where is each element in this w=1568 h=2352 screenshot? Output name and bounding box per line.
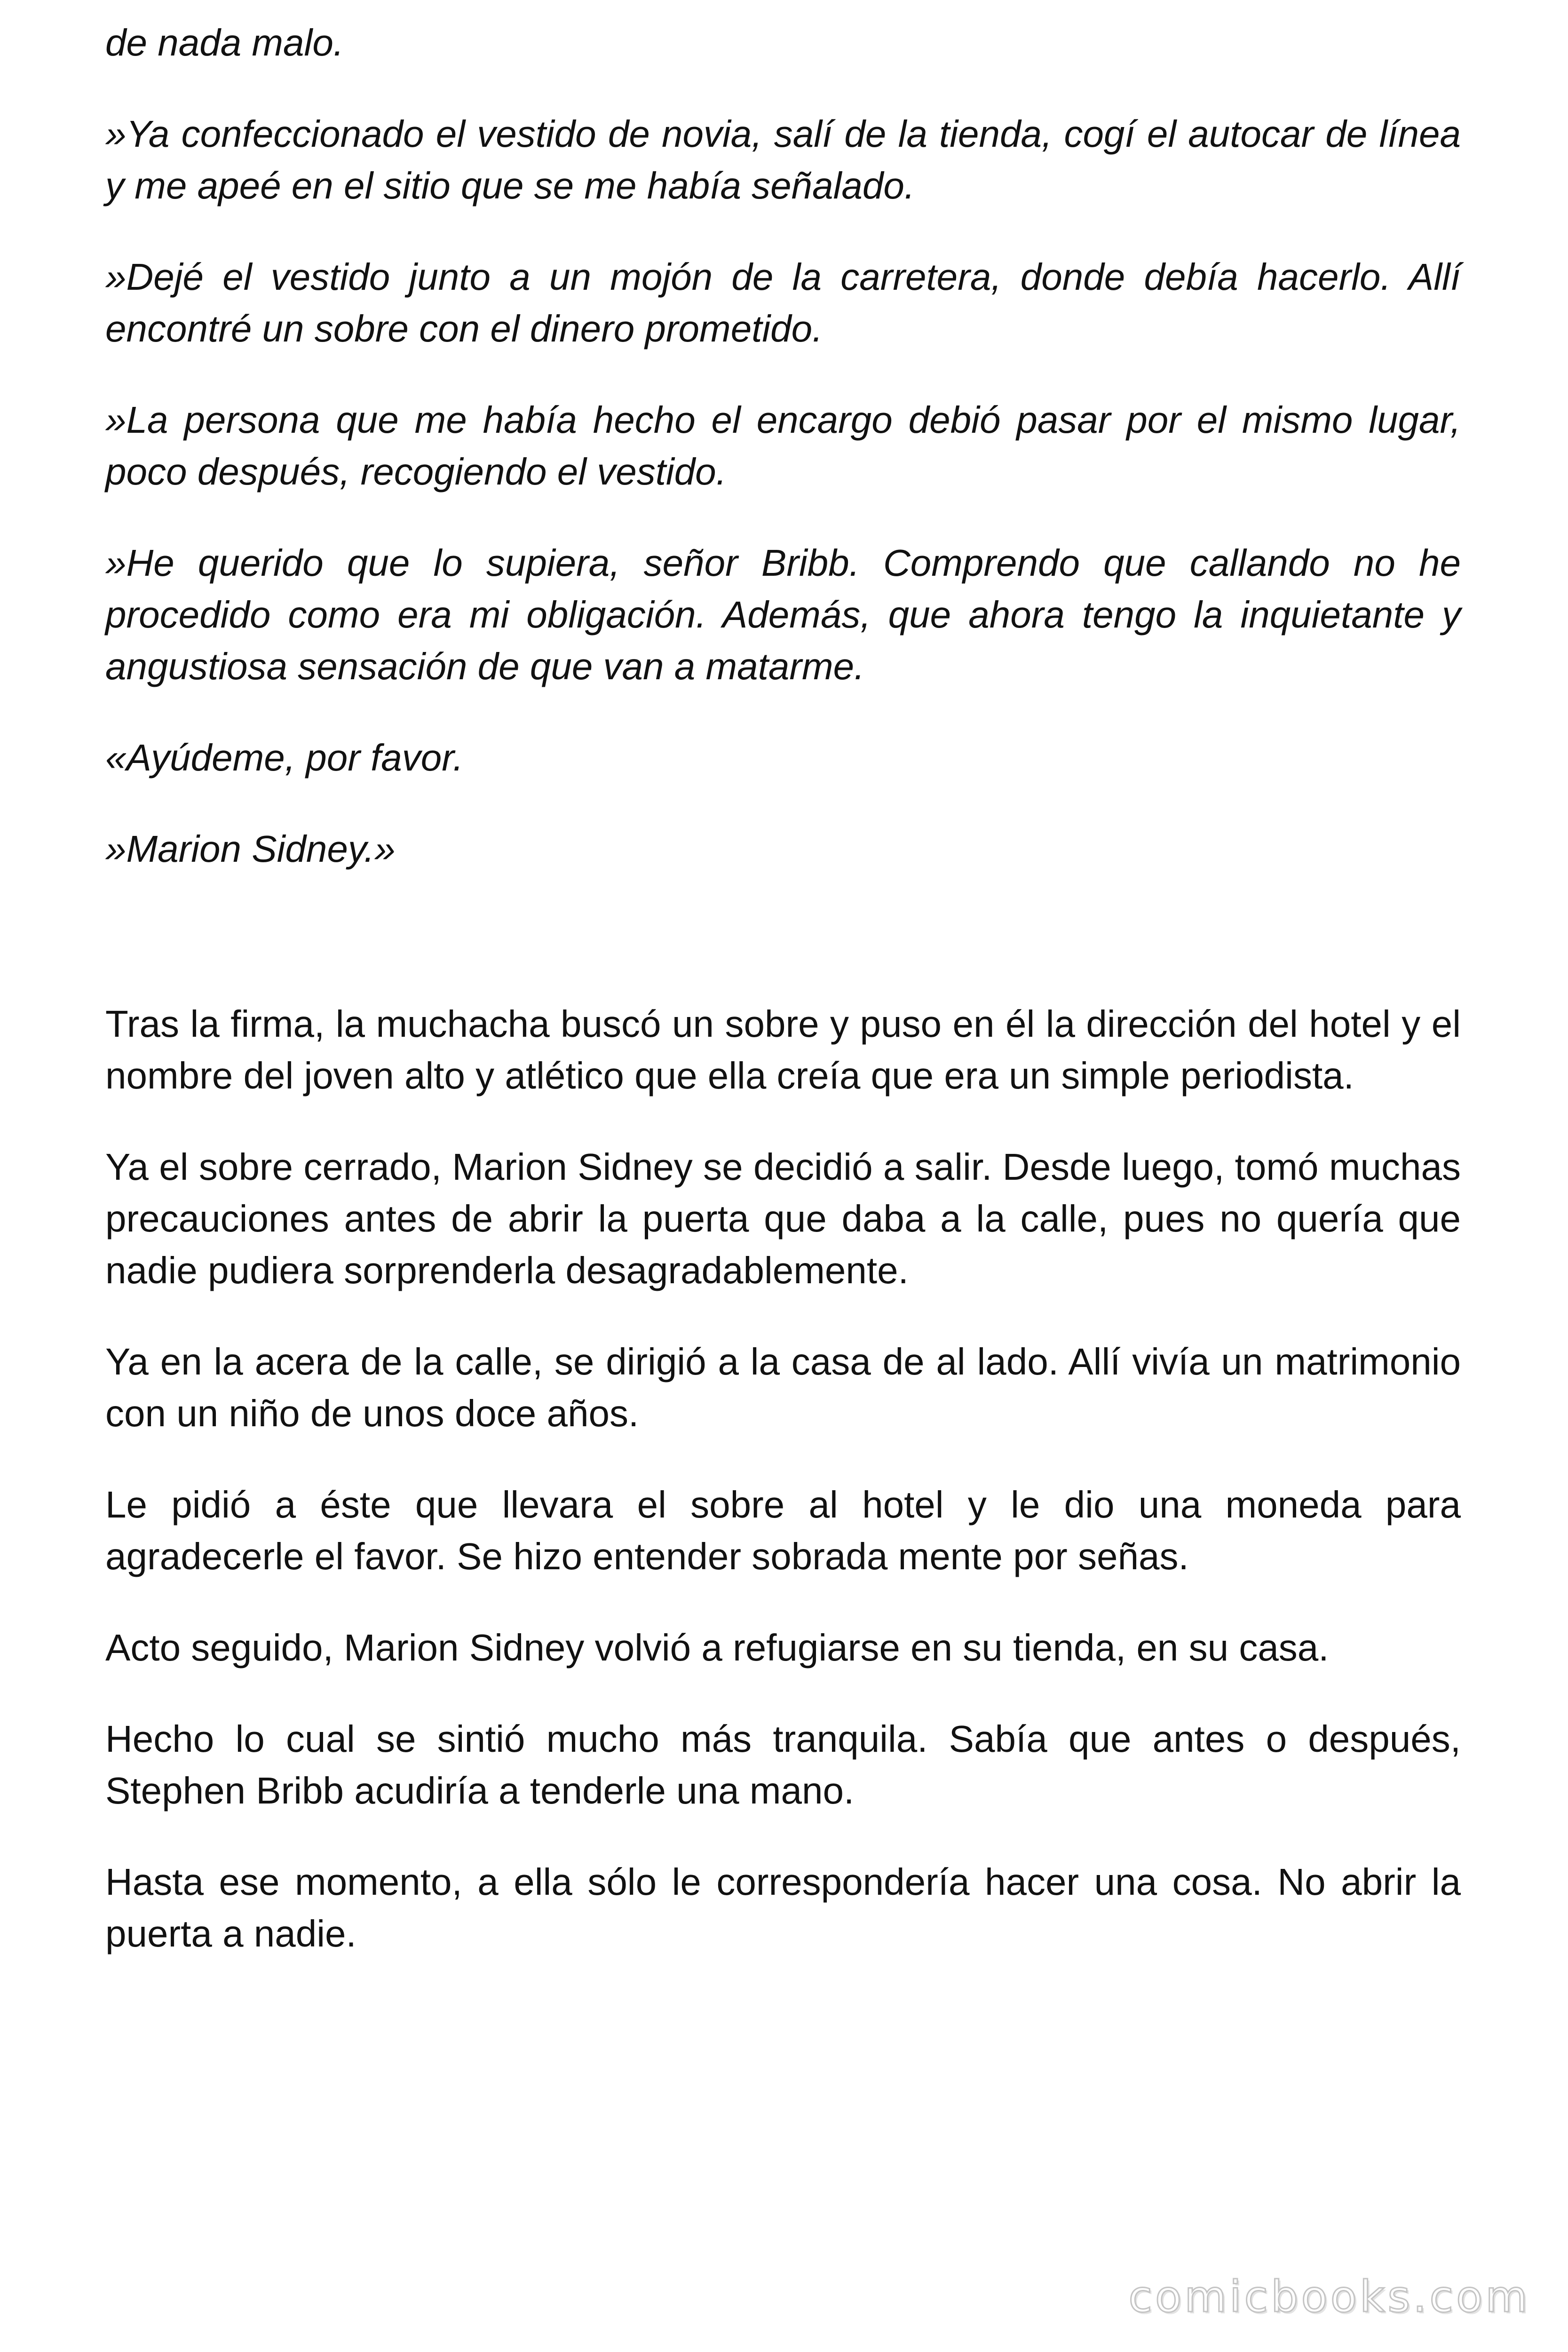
letter-paragraph: »He querido que lo supiera, señor Bribb. Comprendo que callando no he procedido como era mi obligación. Además, que ahora tengo la inquietante y angustiosa sensación de que van a matarme. <box>105 542 1461 687</box>
letter-paragraph: »Ya confeccionado el vestido de novia, salí de la tienda, cogí el autocar de línea y me apeé en el sitio que se me había señalado. <box>105 113 1461 207</box>
letter-paragraph: de nada malo. <box>105 22 344 64</box>
letter-signature: »Marion Sidney.» <box>105 828 396 870</box>
narrative-text-block <box>105 998 1461 1960</box>
narrative-paragraph: Le pidió a éste que llevara el sobre al hotel y le dio una moneda para agradecerle el favor. Se hizo entender sobrada mente por señas. <box>105 1484 1461 1577</box>
narrative-paragraph: Hasta ese momento, a ella sólo le correspondería hacer una cosa. No abrir la puerta a nadie. <box>105 1861 1461 1955</box>
narrative-paragraph: Ya en la acera de la calle, se dirigió a la casa de al lado. Allí vivía un matrimonio con un niño de unos doce años. <box>105 1341 1461 1434</box>
letter-text-block <box>105 17 1461 875</box>
narrative-paragraph: Tras la firma, la muchacha buscó un sobre y puso en él la dirección del hotel y el nombre del joven alto y atlético que ella creía que era un simple periodista. <box>105 1003 1461 1097</box>
letter-paragraph: «Ayúdeme, por favor. <box>105 737 464 779</box>
letter-paragraph: »Dejé el vestido junto a un mojón de la carretera, donde debía hacerlo. Allí encontré un sobre con el dinero prometido. <box>105 256 1461 350</box>
watermark: comicbooks.com <box>1128 2272 1530 2322</box>
letter-paragraph: »La persona que me había hecho el encargo debió pasar por el mismo lugar, poco después, recogiendo el vestido. <box>105 399 1461 493</box>
narrative-paragraph: Hecho lo cual se sintió mucho más tranquila. Sabía que antes o después, Stephen Bribb acudiría a tenderle una mano. <box>105 1718 1461 1812</box>
narrative-paragraph: Acto seguido, Marion Sidney volvió a refugiarse en su tienda, en su casa. <box>105 1627 1329 1669</box>
narrative-paragraph: Ya el sobre cerrado, Marion Sidney se decidió a salir. Desde luego, tomó muchas precauciones antes de abrir la puerta que daba a la calle, pues no quería que nadie pudiera sorprenderla desagradablemente. <box>105 1146 1461 1291</box>
